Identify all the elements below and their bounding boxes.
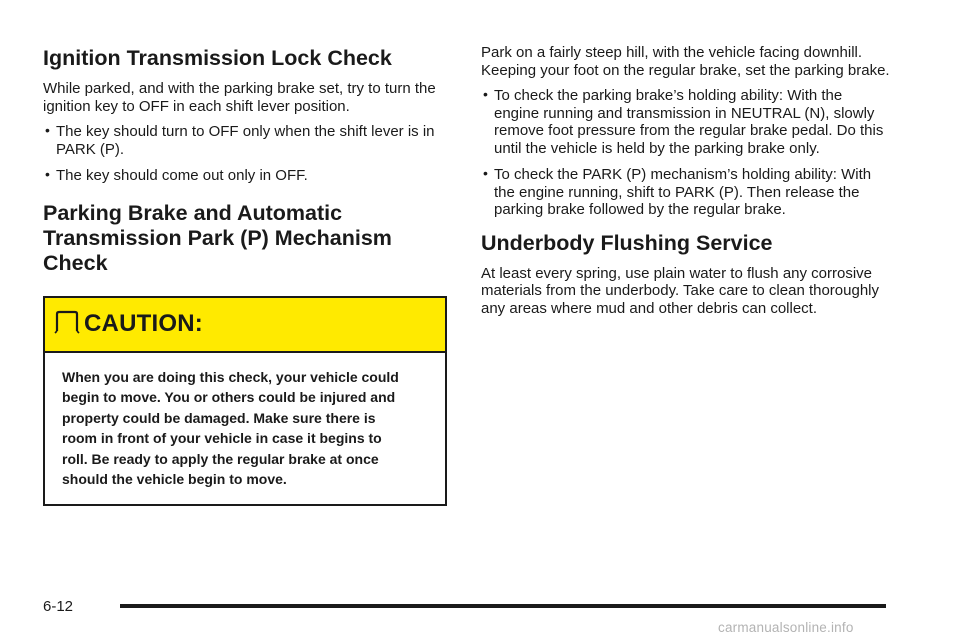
list-item: • To check the PARK (P) mechanism’s holding ability: With the engine running, shift to PARK (P). Then release the parking brake followed by the regular brake. — [483, 165, 872, 218]
caution-title: CAUTION: — [84, 310, 203, 337]
underbody-heading: Underbody Flushing Service — [481, 230, 773, 255]
underbody-text: At least every spring, use plain water to flush any corrosive materials from the underbody. Take care to clean thoroughly any areas where mud and other debris can collect. — [481, 264, 879, 317]
list-item: • The key should turn to OFF only when the shift lever is in PARK (P). — [45, 122, 435, 158]
bullet-icon: • — [483, 86, 488, 102]
caution-bracket-icon — [54, 309, 80, 335]
watermark: carmanualsonline.info — [718, 620, 854, 635]
caution-box — [43, 296, 447, 506]
ignition-lock-intro: While parked, and with the parking brake set, try to turn the ignition key to OFF in each shift lever position. — [43, 80, 436, 115]
bullet-icon: • — [45, 166, 50, 182]
footer-rule — [120, 604, 886, 608]
list-item: • To check the parking brake’s holding ability: With the engine running and transmission in NEUTRAL (N), slowly remove foot pressure from the regular brake pedal. Do this until the vehicle is held by the parking brake only. — [483, 86, 884, 157]
page-number: 6-12 — [43, 598, 74, 615]
left-column — [43, 42, 447, 506]
hill-test-intro: Park on a fairly steep hill, with the vehicle facing downhill. Keeping your foot on the regular brake, set the parking brake. — [481, 44, 890, 79]
ignition-lock-heading: Ignition Transmission Lock Check — [43, 46, 392, 70]
list-item: • The key should come out only in OFF. — [45, 166, 308, 184]
hill-test-bullets — [481, 87, 891, 219]
bullet-icon: • — [45, 122, 50, 138]
bullet-icon: • — [483, 165, 488, 181]
caution-header — [45, 298, 445, 353]
caution-text: When you are doing this check, your vehicle could begin to move. You or others could be injured and property could be damaged. Make sure there is room in front of your vehicle in case it begins to roll. Be ready to apply the regular brake at once should the vehicle begin to move. — [62, 368, 399, 487]
right-column — [481, 44, 891, 317]
ignition-lock-bullets — [43, 123, 447, 185]
parking-brake-heading: Parking Brake and Automatic Transmission Park (P) Mechanism Check — [43, 200, 392, 275]
